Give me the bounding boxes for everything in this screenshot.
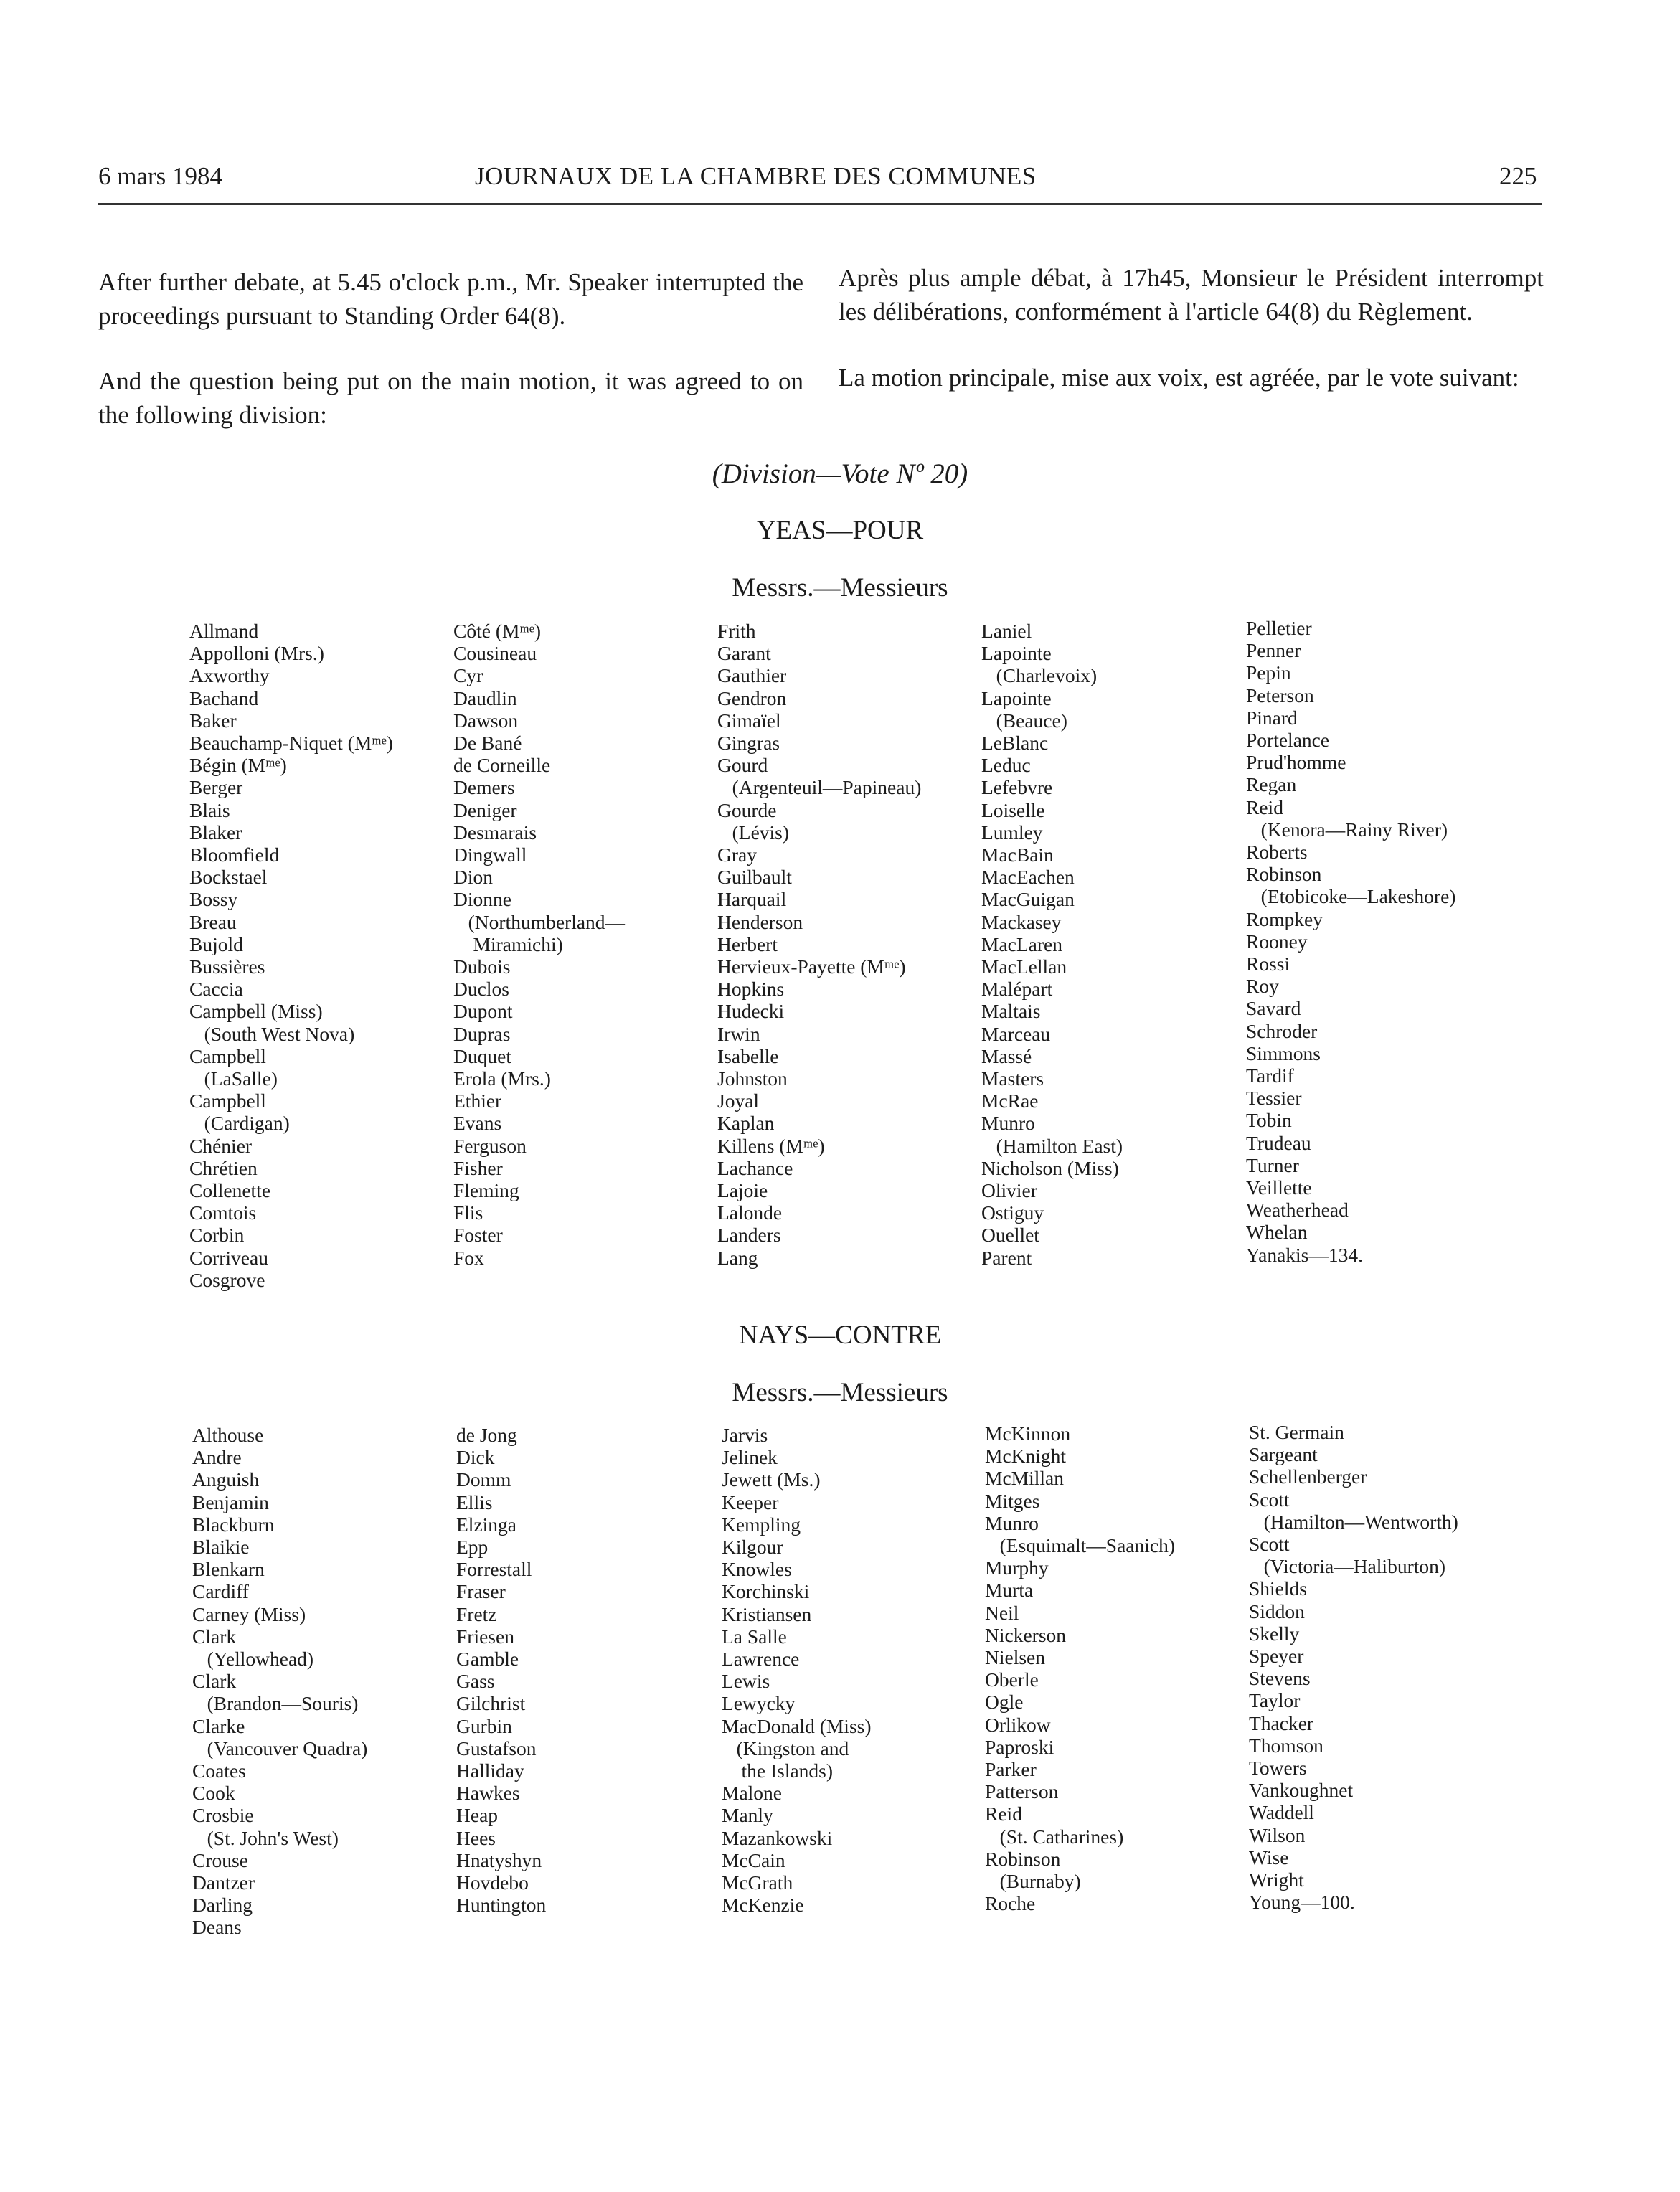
member-name: Shields bbox=[1249, 1577, 1307, 1600]
member-name: Dubois bbox=[453, 955, 511, 978]
member-name: Gustafson bbox=[456, 1737, 537, 1759]
member-name: Ethier bbox=[453, 1090, 502, 1112]
member-name: Lalonde bbox=[717, 1201, 783, 1224]
member-name: (Kenora—Rainy River) bbox=[1246, 818, 1448, 841]
member-name: Duquet bbox=[453, 1044, 511, 1067]
member-name: Lefebvre bbox=[981, 776, 1053, 799]
member-name: Lumley bbox=[981, 821, 1043, 844]
member-name: (LaSalle) bbox=[189, 1067, 278, 1090]
member-name: Isabelle bbox=[717, 1044, 779, 1067]
member-name: (Esquimalt—Saanich) bbox=[985, 1534, 1176, 1557]
member-name: Breau bbox=[189, 910, 237, 933]
member-name: Deans bbox=[192, 1916, 242, 1939]
yeas-column-5 bbox=[1246, 617, 1455, 1266]
member-name: Blackburn bbox=[192, 1513, 275, 1536]
member-name: Heap bbox=[456, 1804, 499, 1827]
member-name: Waddell bbox=[1249, 1801, 1314, 1824]
member-name: Maltais bbox=[981, 1000, 1041, 1023]
member-name: Dick bbox=[456, 1446, 495, 1469]
member-name: MacEachen bbox=[981, 866, 1075, 889]
member-name: Halliday bbox=[456, 1759, 524, 1782]
member-name: Kempling bbox=[722, 1513, 801, 1536]
member-name: Murta bbox=[985, 1579, 1034, 1602]
member-name: Crosbie bbox=[192, 1804, 254, 1827]
member-name: Corbin bbox=[189, 1224, 245, 1247]
nays-column-1 bbox=[192, 1424, 367, 1939]
member-name: Desmarais bbox=[453, 821, 537, 844]
member-name: Irwin bbox=[717, 1022, 760, 1045]
member-name: Corriveau bbox=[189, 1246, 268, 1269]
yeas-column-3 bbox=[717, 620, 921, 1269]
member-name: Bloomfield bbox=[189, 844, 280, 866]
member-name: Loiselle bbox=[981, 798, 1045, 821]
member-name: Gimaïel bbox=[717, 709, 781, 732]
member-name: (Cardigan) bbox=[189, 1112, 290, 1135]
yeas-heading: YEAS—POUR bbox=[756, 516, 924, 545]
member-name: Sargeant bbox=[1249, 1443, 1318, 1466]
member-name: the Islands) bbox=[722, 1759, 834, 1782]
member-name: Cook bbox=[192, 1782, 235, 1805]
member-name: Clarke bbox=[192, 1714, 245, 1737]
member-name: Forrestall bbox=[456, 1558, 532, 1581]
member-name: Dupras bbox=[453, 1022, 511, 1045]
paragraph-english-debate: After further debate, at 5.45 o'clock p.m., Mr. Speaker interrupted the proceedings pursuant to Standing Order 64(8). bbox=[98, 268, 803, 330]
member-name: Crouse bbox=[192, 1848, 248, 1871]
member-name: Weatherhead bbox=[1246, 1199, 1349, 1222]
member-name: Epp bbox=[456, 1536, 489, 1559]
division-title: (Division—Vote Nº 20) bbox=[712, 458, 968, 489]
member-name: Kaplan bbox=[717, 1112, 775, 1135]
member-name: Friesen bbox=[456, 1625, 514, 1648]
member-name: Althouse bbox=[192, 1424, 264, 1446]
member-name: Ostiguy bbox=[981, 1201, 1044, 1224]
member-name: Kilgour bbox=[722, 1536, 783, 1559]
member-name: Hudecki bbox=[717, 1000, 785, 1023]
member-name: Tardif bbox=[1246, 1064, 1294, 1087]
member-name: Leduc bbox=[981, 754, 1031, 777]
member-name: Orlikow bbox=[985, 1713, 1051, 1736]
member-name: (St. John's West) bbox=[192, 1826, 339, 1849]
member-name: Olivier bbox=[981, 1179, 1037, 1202]
member-name: Regan bbox=[1246, 773, 1297, 796]
header-date: 6 mars 1984 bbox=[98, 162, 223, 190]
member-name: Côté (Mᵐᵉ) bbox=[453, 620, 542, 642]
member-name: Gourde bbox=[717, 798, 777, 821]
member-name: Blais bbox=[189, 798, 230, 821]
member-name: Hervieux-Payette (Mᵐᵉ) bbox=[717, 955, 906, 978]
member-name: Hovdebo bbox=[456, 1871, 529, 1894]
member-name: Mitges bbox=[985, 1489, 1040, 1512]
member-name: Dion bbox=[453, 866, 493, 889]
nays-subheading: Messrs.—Messieurs bbox=[732, 1378, 948, 1407]
member-name: Laniel bbox=[981, 620, 1032, 642]
member-name: Murphy bbox=[985, 1556, 1049, 1579]
member-name: Evans bbox=[453, 1112, 502, 1135]
member-name: Gray bbox=[717, 844, 757, 866]
member-name: Wise bbox=[1249, 1846, 1289, 1869]
member-name: McCain bbox=[722, 1848, 785, 1871]
member-name: Axworthy bbox=[189, 664, 270, 687]
member-name: Deniger bbox=[453, 798, 517, 821]
member-name: Clark bbox=[192, 1670, 237, 1693]
member-name: Paproski bbox=[985, 1735, 1054, 1758]
paragraph-english-question: And the question being put on the main motion, it was agreed to on the following division: bbox=[98, 367, 803, 429]
member-name: LeBlanc bbox=[981, 732, 1049, 755]
member-name: Tobin bbox=[1246, 1109, 1292, 1132]
member-name: Fretz bbox=[456, 1602, 497, 1625]
member-name: Lajoie bbox=[717, 1179, 768, 1202]
member-name: Roberts bbox=[1246, 841, 1308, 864]
member-name: Lewis bbox=[722, 1670, 770, 1693]
nays-column-3 bbox=[722, 1424, 872, 1916]
member-name: de Jong bbox=[456, 1424, 517, 1446]
member-name: St. Germain bbox=[1249, 1421, 1344, 1443]
member-name: Rompkey bbox=[1246, 907, 1323, 930]
member-name: Whelan bbox=[1246, 1221, 1308, 1244]
member-name: Dantzer bbox=[192, 1871, 255, 1894]
member-name: Robinson bbox=[1246, 863, 1322, 886]
member-name: Erola (Mrs.) bbox=[453, 1067, 551, 1090]
member-name: Jewett (Ms.) bbox=[722, 1468, 821, 1491]
member-name: Beauchamp-Niquet (Mᵐᵉ) bbox=[189, 732, 393, 755]
member-name: MacLaren bbox=[981, 932, 1062, 955]
member-name: Lawrence bbox=[722, 1648, 800, 1671]
member-name: De Bané bbox=[453, 732, 522, 755]
member-name: (Victoria—Haliburton) bbox=[1249, 1555, 1446, 1578]
member-name: Garant bbox=[717, 642, 771, 665]
member-name: Schellenberger bbox=[1249, 1465, 1367, 1488]
member-name: Bachand bbox=[189, 686, 259, 709]
member-name: Skelly bbox=[1249, 1622, 1300, 1645]
member-name: (Hamilton East) bbox=[981, 1134, 1123, 1157]
member-name: Gamble bbox=[456, 1648, 519, 1671]
member-name: Harquail bbox=[717, 888, 787, 911]
member-name: Gass bbox=[456, 1670, 495, 1693]
member-name: Lapointe bbox=[981, 686, 1052, 709]
member-name: McKinnon bbox=[985, 1422, 1071, 1445]
member-name: Bockstael bbox=[189, 866, 268, 889]
member-name: Nicholson (Miss) bbox=[981, 1156, 1119, 1179]
member-name: Cardiff bbox=[192, 1580, 249, 1603]
member-name: Reid bbox=[985, 1803, 1022, 1825]
member-name: Fisher bbox=[453, 1156, 503, 1179]
member-name: Stevens bbox=[1249, 1667, 1311, 1690]
member-name: Yanakis—134. bbox=[1246, 1243, 1363, 1266]
member-name: Bujold bbox=[189, 932, 243, 955]
member-name: Dawson bbox=[453, 709, 519, 732]
member-name: (Argenteuil—Papineau) bbox=[717, 776, 922, 799]
member-name: Johnston bbox=[717, 1067, 788, 1090]
member-name: Lang bbox=[717, 1246, 758, 1269]
yeas-column-1 bbox=[189, 620, 393, 1291]
member-name: Scott bbox=[1249, 1533, 1290, 1556]
nays-column-4 bbox=[985, 1422, 1175, 1914]
member-name: Trudeau bbox=[1246, 1131, 1311, 1154]
member-name: Joyal bbox=[717, 1090, 760, 1112]
member-name: Masters bbox=[981, 1067, 1044, 1090]
paragraph-french-debate: Après plus ample débat, à 17h45, Monsieur le Président interrompt les délibérations, conformément à l'article 64(8) du Règlement. bbox=[839, 264, 1544, 326]
nays-column-2 bbox=[456, 1424, 546, 1916]
member-name: Campbell bbox=[189, 1090, 266, 1112]
member-name: Daudlin bbox=[453, 686, 517, 709]
member-name: (Lévis) bbox=[717, 821, 790, 844]
member-name: MacDonald (Miss) bbox=[722, 1714, 872, 1737]
member-name: McRae bbox=[981, 1090, 1039, 1112]
member-name: Roy bbox=[1246, 975, 1279, 998]
member-name: Blaker bbox=[189, 821, 242, 844]
member-name: Lewycky bbox=[722, 1692, 796, 1715]
member-name: Andre bbox=[192, 1446, 242, 1469]
member-name: Blaikie bbox=[192, 1536, 250, 1559]
member-name: Gilchrist bbox=[456, 1692, 526, 1715]
paragraph-french-question: La motion principale, mise aux voix, est agréée, par le vote suivant: bbox=[839, 364, 1519, 392]
member-name: Parker bbox=[985, 1758, 1037, 1781]
member-name: Anguish bbox=[192, 1468, 260, 1491]
member-name: Veillette bbox=[1246, 1176, 1312, 1199]
member-name: Gurbin bbox=[456, 1714, 512, 1737]
member-name: Cousineau bbox=[453, 642, 537, 665]
member-name: La Salle bbox=[722, 1625, 787, 1648]
member-name: Simmons bbox=[1246, 1041, 1321, 1064]
nays-heading: NAYS—CONTRE bbox=[738, 1321, 942, 1350]
member-name: Bossy bbox=[189, 888, 238, 911]
member-name: Appolloni (Mrs.) bbox=[189, 642, 324, 665]
member-name: Hees bbox=[456, 1826, 496, 1849]
member-name: Demers bbox=[453, 776, 515, 799]
member-name: Rossi bbox=[1246, 953, 1290, 975]
member-name: (Vancouver Quadra) bbox=[192, 1737, 368, 1759]
member-name: Berger bbox=[189, 776, 243, 799]
member-name: Frith bbox=[717, 620, 756, 642]
member-name: Gendron bbox=[717, 686, 787, 709]
member-name: (Brandon—Souris) bbox=[192, 1692, 359, 1715]
yeas-subheading: Messrs.—Messieurs bbox=[732, 573, 948, 603]
member-name: Hopkins bbox=[717, 978, 785, 1001]
member-name: Elzinga bbox=[456, 1513, 516, 1536]
member-name: Bussières bbox=[189, 955, 265, 978]
member-name: Mackasey bbox=[981, 910, 1062, 933]
member-name: MacLellan bbox=[981, 955, 1067, 978]
member-name: Portelance bbox=[1246, 729, 1330, 752]
member-name: Neil bbox=[985, 1601, 1019, 1624]
member-name: McMillan bbox=[985, 1467, 1064, 1490]
member-name: Massé bbox=[981, 1044, 1032, 1067]
member-name: Wilson bbox=[1249, 1823, 1306, 1846]
member-name: Prud'homme bbox=[1246, 751, 1346, 774]
member-name: Dupont bbox=[453, 1000, 513, 1023]
member-name: Dingwall bbox=[453, 844, 527, 866]
member-name: Baker bbox=[189, 709, 237, 732]
nays-column-5 bbox=[1249, 1421, 1458, 1913]
member-name: MacBain bbox=[981, 844, 1054, 866]
member-name: Kristiansen bbox=[722, 1602, 812, 1625]
member-name: Lachance bbox=[717, 1156, 793, 1179]
member-name: (Beauce) bbox=[981, 709, 1067, 732]
member-name: Ellis bbox=[456, 1491, 493, 1513]
member-name: Nickerson bbox=[985, 1623, 1067, 1646]
member-name: McKnight bbox=[985, 1445, 1067, 1468]
member-name: Fraser bbox=[456, 1580, 506, 1603]
member-name: Flis bbox=[453, 1201, 483, 1224]
member-name: (Hamilton—Wentworth) bbox=[1249, 1510, 1458, 1533]
member-name: Benjamin bbox=[192, 1491, 269, 1513]
member-name: Cyr bbox=[453, 664, 483, 687]
member-name: Bégin (Mᵐᵉ) bbox=[189, 754, 287, 777]
member-name: Tessier bbox=[1246, 1087, 1302, 1110]
member-name: Hawkes bbox=[456, 1782, 520, 1805]
member-name: Foster bbox=[453, 1224, 503, 1247]
member-name: Pelletier bbox=[1246, 617, 1312, 639]
member-name: Coates bbox=[192, 1759, 246, 1782]
member-name: Robinson bbox=[985, 1847, 1061, 1870]
member-name: Wright bbox=[1249, 1869, 1304, 1891]
member-name: Gourd bbox=[717, 754, 768, 777]
member-name: Clark bbox=[192, 1625, 237, 1648]
member-name: Munro bbox=[985, 1511, 1039, 1534]
member-name: (Charlevoix) bbox=[981, 664, 1098, 687]
member-name: Domm bbox=[456, 1468, 511, 1491]
page-number: 225 bbox=[1499, 162, 1537, 190]
member-name: Rooney bbox=[1246, 930, 1308, 953]
member-name: Ouellet bbox=[981, 1224, 1039, 1247]
member-name: Siddon bbox=[1249, 1600, 1305, 1622]
member-name: Peterson bbox=[1246, 684, 1314, 707]
member-name: Nielsen bbox=[985, 1646, 1046, 1669]
member-name: Towers bbox=[1249, 1757, 1307, 1780]
member-name: Blenkarn bbox=[192, 1558, 265, 1581]
yeas-column-2 bbox=[453, 620, 625, 1269]
member-name: Penner bbox=[1246, 639, 1301, 662]
member-name: (Kingston and bbox=[722, 1737, 849, 1759]
member-name: McKenzie bbox=[722, 1894, 804, 1917]
member-name: (Burnaby) bbox=[985, 1870, 1081, 1893]
member-name: Taylor bbox=[1249, 1689, 1301, 1712]
member-name: Cosgrove bbox=[189, 1268, 265, 1291]
member-name: Parent bbox=[981, 1246, 1032, 1269]
member-name: Turner bbox=[1246, 1153, 1299, 1176]
yeas-column-4 bbox=[981, 620, 1123, 1269]
member-name: (Northumberland— bbox=[453, 910, 626, 933]
member-name: Schroder bbox=[1246, 1019, 1318, 1042]
member-name: Huntington bbox=[456, 1894, 547, 1917]
member-name: Carney (Miss) bbox=[192, 1602, 306, 1625]
member-name: (South West Nova) bbox=[189, 1022, 355, 1045]
member-name: (Etobicoke—Lakeshore) bbox=[1246, 885, 1456, 908]
member-name: Marceau bbox=[981, 1022, 1051, 1045]
member-name: Ferguson bbox=[453, 1134, 527, 1157]
member-name: Savard bbox=[1246, 997, 1301, 1020]
member-name: Vankoughnet bbox=[1249, 1779, 1354, 1802]
member-name: Munro bbox=[981, 1112, 1035, 1135]
member-name: Jelinek bbox=[722, 1446, 778, 1469]
member-name: de Corneille bbox=[453, 754, 551, 777]
member-name: (St. Catharines) bbox=[985, 1825, 1124, 1848]
member-name: Manly bbox=[722, 1804, 773, 1827]
member-name: Oberle bbox=[985, 1668, 1039, 1691]
member-name: Chrétien bbox=[189, 1156, 258, 1179]
member-name: Miramichi) bbox=[453, 932, 563, 955]
member-name: Roche bbox=[985, 1892, 1036, 1915]
member-name: Keeper bbox=[722, 1491, 779, 1513]
member-name: Mazankowski bbox=[722, 1826, 833, 1849]
member-name: Malone bbox=[722, 1782, 783, 1805]
member-name: Young—100. bbox=[1249, 1891, 1355, 1914]
member-name: Pepin bbox=[1246, 661, 1291, 684]
member-name: Thomson bbox=[1249, 1734, 1323, 1757]
member-name: Malépart bbox=[981, 978, 1053, 1001]
member-name: Speyer bbox=[1249, 1645, 1304, 1668]
member-name: Chénier bbox=[189, 1134, 253, 1157]
member-name: Korchinski bbox=[722, 1580, 810, 1603]
member-name: MacGuigan bbox=[981, 888, 1075, 911]
member-name: Landers bbox=[717, 1224, 781, 1247]
member-name: Jarvis bbox=[722, 1424, 768, 1446]
member-name: Caccia bbox=[189, 978, 243, 1001]
member-name: Allmand bbox=[189, 620, 259, 642]
member-name: Lapointe bbox=[981, 642, 1052, 665]
member-name: Pinard bbox=[1246, 706, 1298, 729]
member-name: Gingras bbox=[717, 732, 780, 755]
member-name: Killens (Mᵐᵉ) bbox=[717, 1134, 825, 1157]
journal-title: JOURNAUX DE LA CHAMBRE DES COMMUNES bbox=[475, 162, 1037, 190]
member-name: Dionne bbox=[453, 888, 511, 911]
member-name: (Yellowhead) bbox=[192, 1648, 314, 1671]
member-name: Ogle bbox=[985, 1691, 1024, 1714]
member-name: Gauthier bbox=[717, 664, 787, 687]
member-name: Knowles bbox=[722, 1558, 792, 1581]
member-name: Herbert bbox=[717, 932, 778, 955]
member-name: Campbell (Miss) bbox=[189, 1000, 323, 1023]
member-name: Scott bbox=[1249, 1488, 1290, 1511]
member-name: Patterson bbox=[985, 1780, 1059, 1803]
member-name: Fox bbox=[453, 1246, 484, 1269]
member-name: Hnatyshyn bbox=[456, 1848, 542, 1871]
member-name: McGrath bbox=[722, 1871, 793, 1894]
member-name: Darling bbox=[192, 1894, 253, 1917]
member-name: Thacker bbox=[1249, 1711, 1314, 1734]
member-name: Campbell bbox=[189, 1044, 266, 1067]
member-name: Collenette bbox=[189, 1179, 271, 1202]
member-name: Henderson bbox=[717, 910, 803, 933]
header-rule bbox=[98, 203, 1542, 205]
member-name: Fleming bbox=[453, 1179, 519, 1202]
member-name: Guilbault bbox=[717, 866, 792, 889]
member-name: Reid bbox=[1246, 795, 1283, 818]
member-name: Duclos bbox=[453, 978, 509, 1001]
member-name: Comtois bbox=[189, 1201, 257, 1224]
